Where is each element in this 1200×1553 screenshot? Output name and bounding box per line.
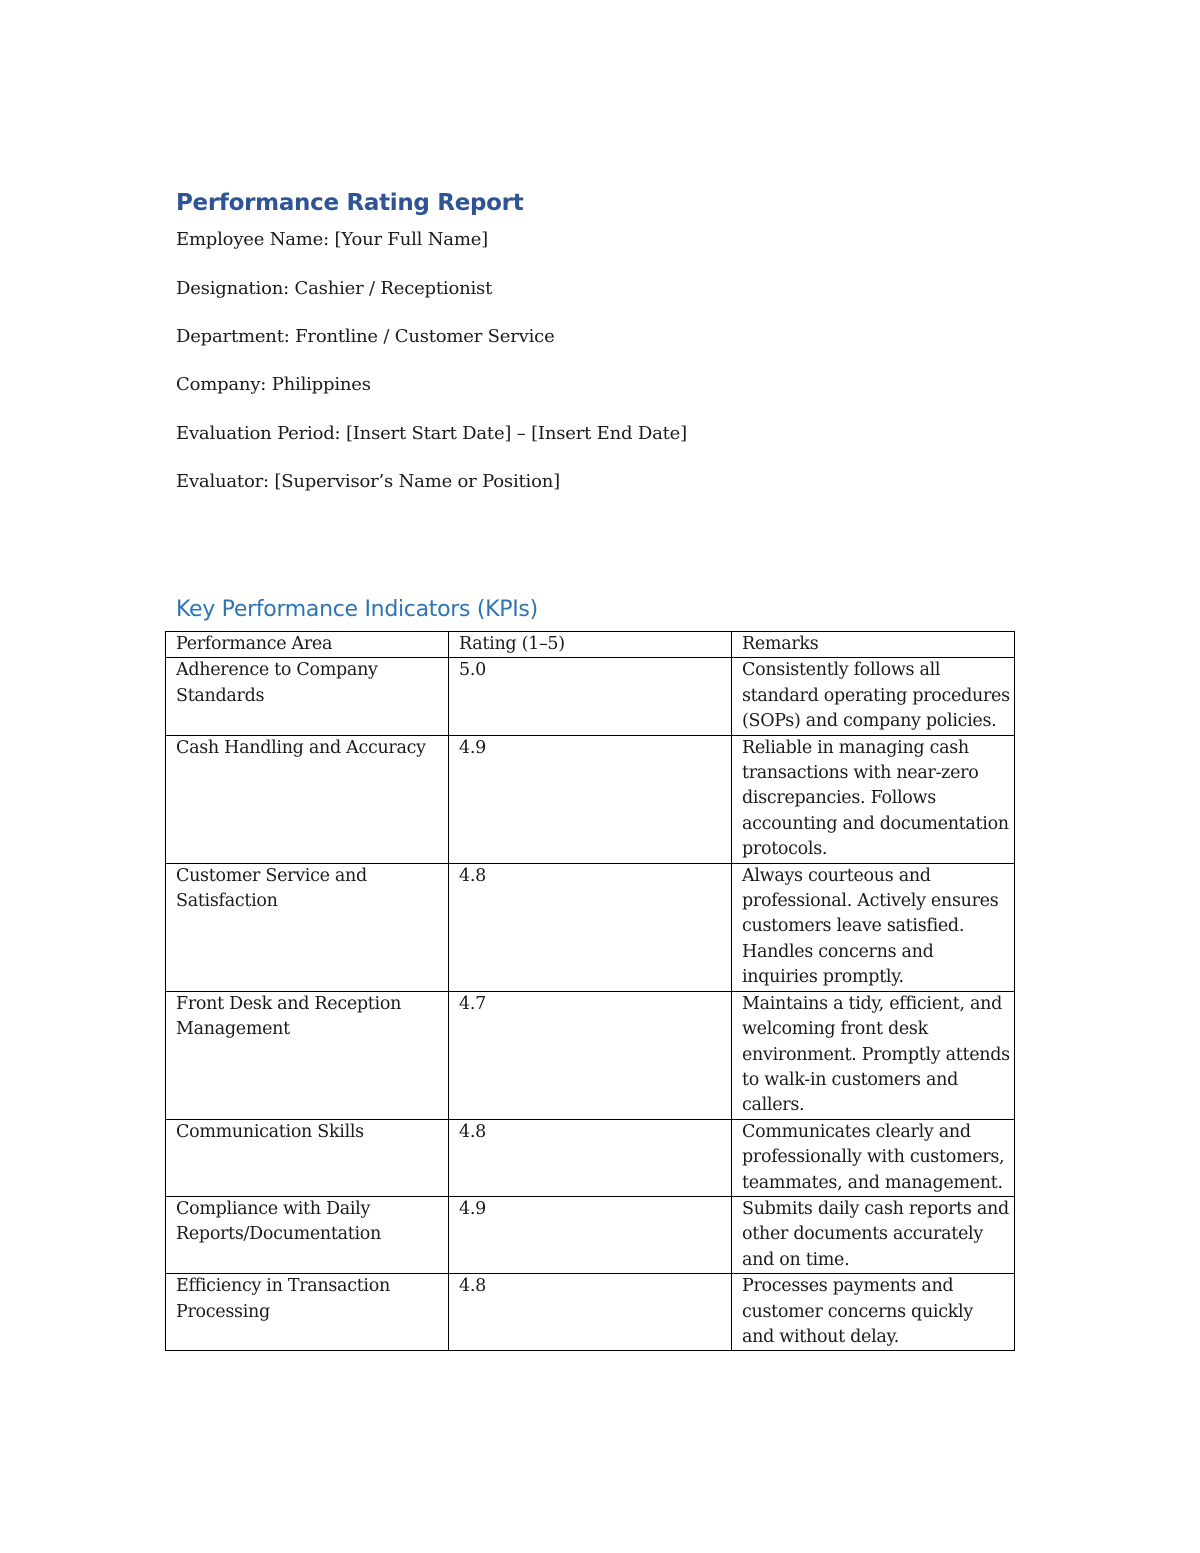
kpi-heading: Key Performance Indicators (KPIs) [176, 597, 538, 622]
cell-area: Customer Service and Satisfaction [166, 863, 449, 991]
cell-rating: 4.9 [449, 1196, 732, 1273]
info-value: Frontline / Customer Service [295, 326, 555, 347]
info-company [176, 374, 371, 395]
info-label: Evaluation Period: [176, 423, 341, 444]
info-label: Evaluator: [176, 471, 269, 492]
cell-area: Front Desk and Reception Management [166, 991, 449, 1119]
header-rating: Rating (1–5) [449, 632, 732, 658]
info-value: Cashier / Receptionist [294, 278, 493, 299]
info-designation [176, 278, 492, 299]
cell-remarks: Submits daily cash reports and other documents accurately and on time. [732, 1196, 1015, 1273]
cell-rating: 4.7 [449, 991, 732, 1119]
cell-rating: 4.8 [449, 1119, 732, 1196]
info-label: Designation: [176, 278, 290, 299]
cell-remarks: Consistently follows all standard operating procedures (SOPs) and company policies. [732, 658, 1015, 735]
cell-area: Adherence to Company Standards [166, 658, 449, 735]
info-label: Company: [176, 374, 267, 395]
cell-area: Compliance with Daily Reports/Documentation [166, 1196, 449, 1273]
table-row [166, 863, 1015, 991]
kpi-table [165, 631, 1015, 1351]
info-label: Department: [176, 326, 290, 347]
cell-rating: 5.0 [449, 658, 732, 735]
cell-remarks: Always courteous and professional. Actively ensures customers leave satisfied. Handles concerns and inquiries promptly. [732, 863, 1015, 991]
table-header-row [166, 632, 1015, 658]
header-performance-area: Performance Area [166, 632, 449, 658]
cell-area: Efficiency in Transaction Processing [166, 1274, 449, 1351]
info-value: [Insert Start Date] – [Insert End Date] [345, 423, 687, 444]
header-remarks: Remarks [732, 632, 1015, 658]
cell-rating: 4.8 [449, 863, 732, 991]
table-row [166, 1119, 1015, 1196]
cell-remarks: Communicates clearly and professionally with customers, teammates, and management. [732, 1119, 1015, 1196]
cell-remarks: Processes payments and customer concerns quickly and without delay. [732, 1274, 1015, 1351]
table-row [166, 1196, 1015, 1273]
info-value: [Your Full Name] [334, 229, 488, 250]
table-row [166, 735, 1015, 863]
info-value: Philippines [271, 374, 371, 395]
cell-area: Cash Handling and Accuracy [166, 735, 449, 863]
cell-rating: 4.9 [449, 735, 732, 863]
info-evaluation-period [176, 423, 687, 444]
info-department [176, 326, 555, 347]
cell-remarks: Maintains a tidy, efficient, and welcoming front desk environment. Promptly attends to walk-in customers and callers. [732, 991, 1015, 1119]
info-evaluator [176, 471, 560, 492]
cell-rating: 4.8 [449, 1274, 732, 1351]
cell-area: Communication Skills [166, 1119, 449, 1196]
table-row [166, 991, 1015, 1119]
table-row [166, 658, 1015, 735]
info-value: [Supervisor’s Name or Position] [274, 471, 560, 492]
info-label: Employee Name: [176, 229, 329, 250]
table-row [166, 1274, 1015, 1351]
report-title: Performance Rating Report [176, 190, 524, 216]
info-employee-name [176, 229, 488, 250]
cell-remarks: Reliable in managing cash transactions with near-zero discrepancies. Follows accounting and documentation protocols. [732, 735, 1015, 863]
